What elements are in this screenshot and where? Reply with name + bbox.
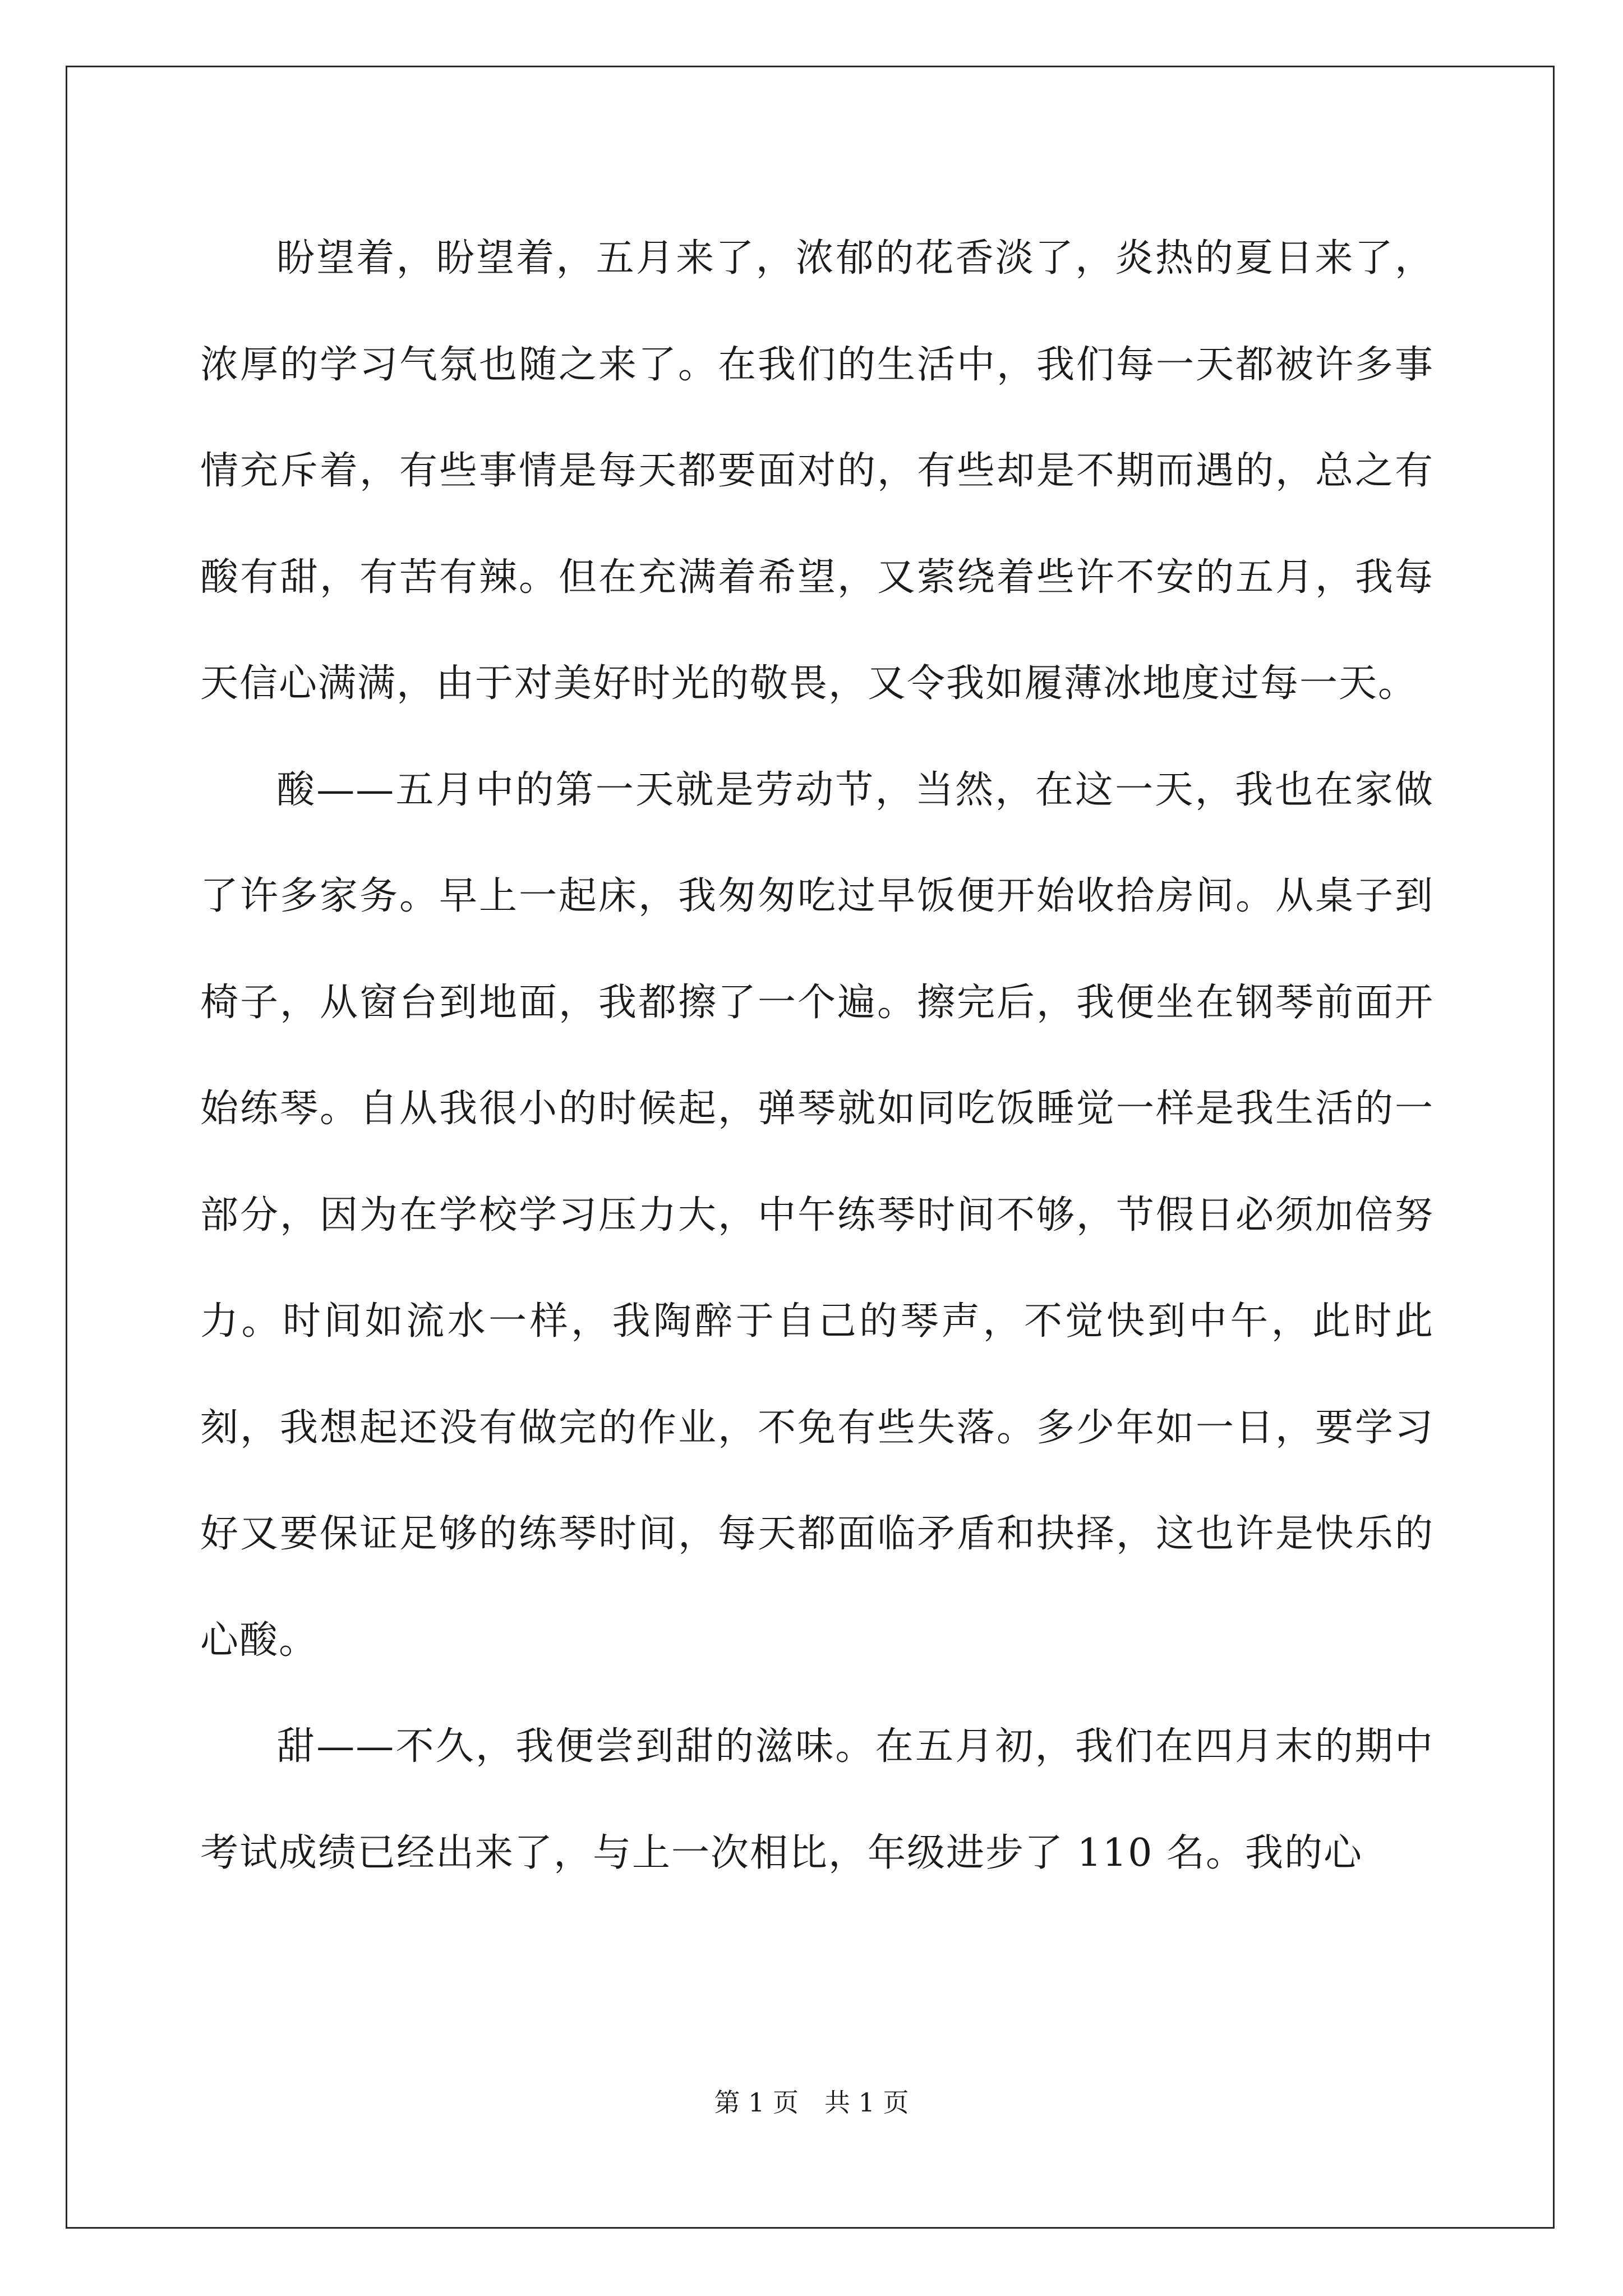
paragraph-3: 甜——不久，我便尝到甜的滋味。在五月初，我们在四月末的期中考试成绩已经出来了，与上一次相比，年级进步了 110 名。我的心 <box>200 1724 1434 1875</box>
document-body <box>200 205 1434 1906</box>
page-footer <box>0 2086 1623 2119</box>
paragraph-2: 酸——五月中的第一天就是劳动节，当然，在这一天，我也在家做了许多家务。早上一起床，我匆匆吃过早饭便开始收拾房间。从桌子到椅子，从窗台到地面，我都擦了一个遍。擦完后，我便坐在钢琴前面开始练琴。自从我很小的时候起，弹琴就如同吃饭睡觉一样是我生活的一部分，因为在学校学习压力大，中午练琴时间不够，节假日必须加倍努力。时间如流水一样，我陶醉于自己的琴声，不觉快到中午，此时此刻，我想起还没有做完的作业，不免有些失落。多少年如一日，要学习好又要保证足够的练琴时间，每天都面临矛盾和抉择，这也许是快乐的心酸。 <box>200 767 1434 1663</box>
page-number-total: 共 1 页 <box>824 2087 909 2118</box>
paragraph-1: 盼望着，盼望着，五月来了，浓郁的花香淡了，炎热的夏日来了，浓厚的学习气氛也随之来了。在我们的生活中，我们每一天都被许多事情充斥着，有些事情是每天都要面对的，有些却是不期而遇的，总之有酸有甜，有苦有辣。但在充满着希望，又萦绕着些许不安的五月，我每天信心满满，由于对美好时光的敬畏，又令我如履薄冰地度过每一天。 <box>200 236 1434 706</box>
page-number-current: 第 1 页 <box>714 2087 799 2118</box>
